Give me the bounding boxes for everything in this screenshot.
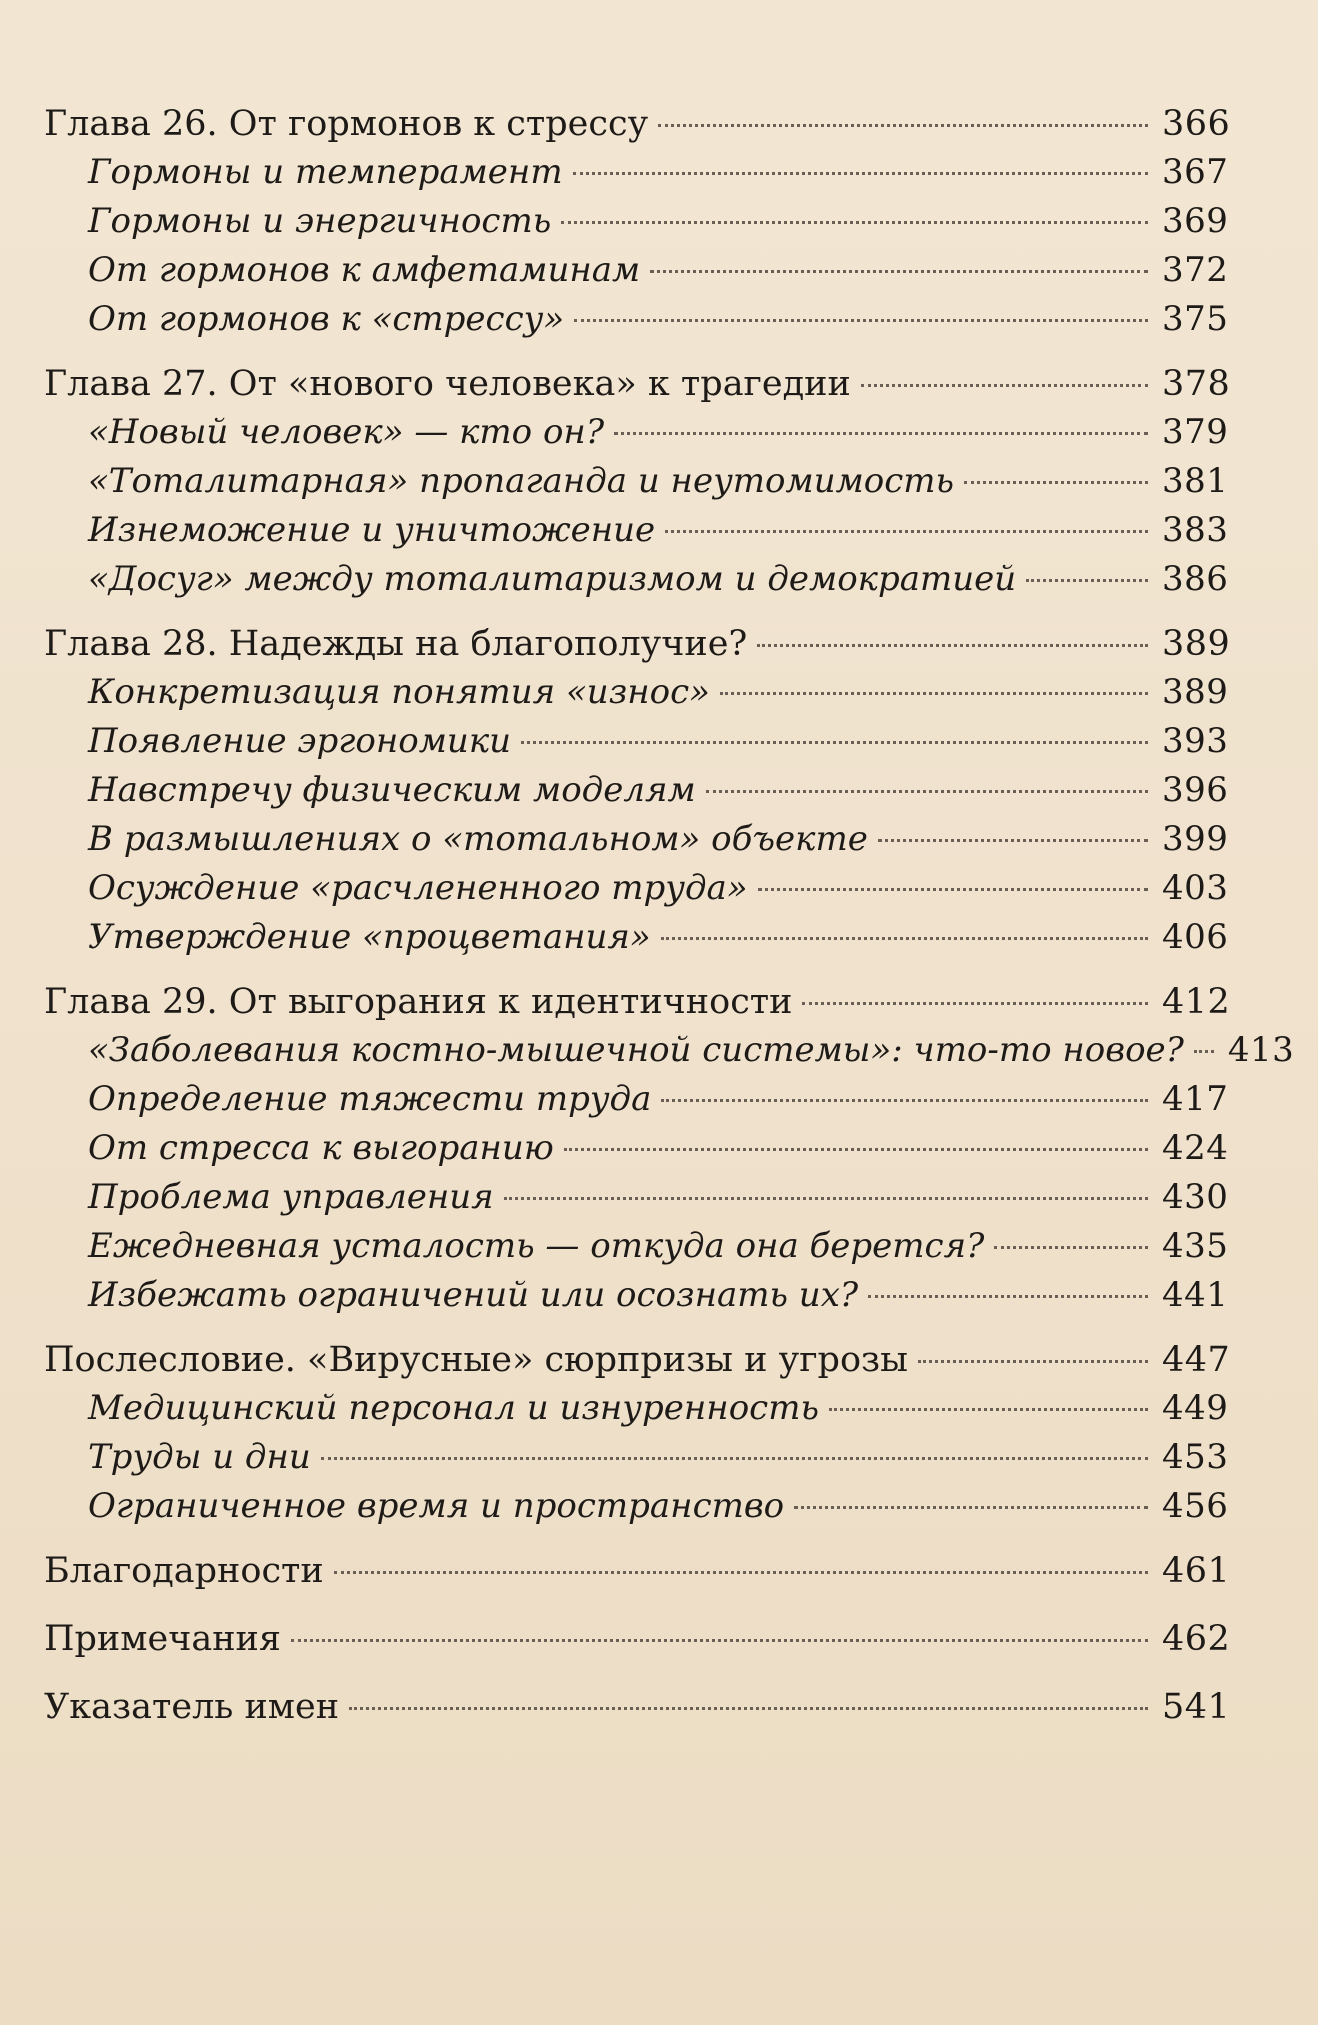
toc-subentry-title: «Досуг» между тоталитаризмом и демократией <box>88 559 1017 599</box>
toc-subentry <box>44 1271 1229 1320</box>
toc-subentry-page: 406 <box>1162 917 1229 957</box>
toc-subentry <box>44 1026 1295 1075</box>
toc-subentry-page: 367 <box>1162 152 1229 192</box>
toc-entry-page: 412 <box>1162 982 1231 1022</box>
table-of-contents <box>44 100 1295 1751</box>
toc-subentry-page: 430 <box>1162 1177 1229 1217</box>
toc-subentry <box>44 408 1229 457</box>
dot-leader <box>829 1408 1148 1411</box>
toc-subentry-page: 456 <box>1162 1486 1229 1526</box>
toc-entry <box>44 620 1231 668</box>
toc-subentry-page: 413 <box>1227 1030 1295 1070</box>
toc-subentry-page: 441 <box>1162 1275 1229 1315</box>
toc-subentry-page: 381 <box>1162 461 1229 501</box>
toc-subentry-page: 435 <box>1162 1226 1229 1266</box>
toc-subentry-page: 389 <box>1162 672 1229 712</box>
dot-leader <box>1194 1050 1214 1053</box>
dot-leader <box>757 644 1148 647</box>
toc-subentry-page: 393 <box>1162 721 1229 761</box>
toc-subentry-title: Проблема управления <box>88 1177 494 1217</box>
toc-entry <box>44 1336 1231 1384</box>
toc-subentry-title: «Новый человек» — кто он? <box>88 412 605 452</box>
dot-leader <box>861 384 1148 387</box>
dot-leader <box>504 1197 1148 1200</box>
toc-subentry <box>44 555 1229 604</box>
toc-subentry <box>44 1222 1229 1271</box>
toc-subentry-page: 417 <box>1162 1079 1229 1119</box>
dot-leader <box>661 937 1148 940</box>
toc-subentry <box>44 1433 1229 1482</box>
toc-subentry <box>44 197 1229 246</box>
toc-subentry-title: Появление эргономики <box>88 721 512 761</box>
toc-subentry <box>44 668 1229 717</box>
toc-subentry-page: 386 <box>1162 559 1229 599</box>
toc-entry-title: Указатель имен <box>44 1687 340 1727</box>
dot-leader <box>573 172 1148 175</box>
dot-leader <box>964 481 1148 484</box>
toc-entry-page: 378 <box>1162 364 1231 404</box>
toc-subentry-page: 424 <box>1162 1128 1229 1168</box>
toc-subentry-title: Медицинский персонал и изнуренность <box>88 1388 819 1428</box>
toc-subentry-title: От гормонов к «стрессу» <box>88 299 565 339</box>
toc-subentry <box>44 506 1229 555</box>
dot-leader <box>574 319 1148 322</box>
toc-entry-title: Глава 26. От гормонов к стрессу <box>44 104 649 144</box>
dot-leader <box>349 1707 1148 1710</box>
dot-leader <box>994 1246 1148 1249</box>
toc-subentry <box>44 246 1229 295</box>
toc-entry-page: 541 <box>1162 1687 1231 1727</box>
toc-section <box>44 978 1295 1320</box>
toc-entry-title: Глава 28. Надежды на благополучие? <box>44 624 748 664</box>
dot-leader <box>706 790 1148 793</box>
toc-section <box>44 1336 1231 1531</box>
dot-leader <box>758 888 1148 891</box>
toc-subentry <box>44 864 1229 913</box>
toc-subentry-title: Навстречу физическим моделям <box>88 770 696 810</box>
toc-subentry <box>44 815 1229 864</box>
toc-section <box>44 1615 1231 1663</box>
dot-leader <box>291 1639 1148 1642</box>
toc-subentry-title: Труды и дни <box>88 1437 311 1477</box>
toc-subentry-title: Гормоны и темперамент <box>88 152 563 192</box>
toc-entry <box>44 1615 1231 1663</box>
dot-leader <box>794 1506 1148 1509</box>
dot-leader <box>878 839 1148 842</box>
toc-section <box>44 1547 1231 1595</box>
toc-subentry-title: Осуждение «расчлененного труда» <box>88 868 748 908</box>
toc-subentry-title: От гормонов к амфетаминам <box>88 250 641 290</box>
toc-subentry <box>44 913 1229 962</box>
toc-subentry <box>44 717 1229 766</box>
toc-subentry <box>44 1384 1229 1433</box>
toc-subentry-page: 449 <box>1162 1388 1229 1428</box>
toc-subentry-title: Конкретизация понятия «износ» <box>88 672 710 712</box>
toc-entry-title: Благодарности <box>44 1551 324 1591</box>
toc-entry-page: 366 <box>1162 104 1231 144</box>
toc-entry-title: Примечания <box>44 1619 281 1659</box>
toc-entry-page: 389 <box>1162 624 1231 664</box>
toc-subentry-title: Гормоны и энергичность <box>88 201 552 241</box>
toc-subentry <box>44 766 1229 815</box>
toc-subentry <box>44 1482 1229 1531</box>
toc-section <box>44 1683 1231 1731</box>
dot-leader <box>321 1457 1148 1460</box>
toc-subentry <box>44 295 1229 344</box>
toc-subentry <box>44 1124 1229 1173</box>
toc-subentry-title: От стресса к выгоранию <box>88 1128 554 1168</box>
toc-subentry-title: Изнеможение и уничтожение <box>88 510 656 550</box>
dot-leader <box>564 1148 1148 1151</box>
dot-leader <box>561 221 1148 224</box>
toc-entry <box>44 1547 1231 1595</box>
toc-subentry <box>44 1075 1229 1124</box>
toc-subentry <box>44 1173 1229 1222</box>
toc-subentry-title: В размышлениях о «тотальном» объекте <box>88 819 868 859</box>
toc-entry-title: Послесловие. «Вирусные» сюрпризы и угрозы <box>44 1340 908 1380</box>
dot-leader <box>658 124 1148 127</box>
toc-subentry-title: Ежедневная усталость — откуда она берется? <box>88 1226 985 1266</box>
toc-subentry <box>44 457 1229 506</box>
toc-entry-page: 461 <box>1162 1551 1231 1591</box>
toc-subentry-page: 372 <box>1162 250 1229 290</box>
toc-section <box>44 100 1231 344</box>
toc-subentry-page: 375 <box>1162 299 1229 339</box>
toc-subentry <box>44 148 1229 197</box>
toc-entry <box>44 978 1231 1026</box>
toc-entry <box>44 360 1231 408</box>
dot-leader <box>334 1571 1148 1574</box>
dot-leader <box>650 270 1148 273</box>
toc-subentry-title: Утверждение «процветания» <box>88 917 651 957</box>
toc-subentry-page: 379 <box>1162 412 1229 452</box>
toc-subentry-page: 396 <box>1162 770 1229 810</box>
toc-subentry-page: 453 <box>1162 1437 1229 1477</box>
toc-entry <box>44 1683 1231 1731</box>
toc-section <box>44 620 1231 962</box>
toc-subentry-title: Избежать ограничений или осознать их? <box>88 1275 859 1315</box>
toc-subentry-title: Определение тяжести труда <box>88 1079 652 1119</box>
toc-entry-page: 462 <box>1162 1619 1231 1659</box>
dot-leader <box>521 741 1148 744</box>
toc-subentry-page: 383 <box>1162 510 1229 550</box>
dot-leader <box>1026 579 1148 582</box>
toc-entry <box>44 100 1231 148</box>
toc-subentry-page: 399 <box>1162 819 1229 859</box>
dot-leader <box>720 692 1148 695</box>
toc-entry-title: Глава 29. От выгорания к идентичности <box>44 982 793 1022</box>
toc-subentry-title: «Заболевания костно-мышечной системы»: что-то новое? <box>88 1030 1184 1070</box>
toc-section <box>44 360 1231 604</box>
toc-entry-page: 447 <box>1162 1340 1231 1380</box>
dot-leader <box>868 1295 1148 1298</box>
dot-leader <box>918 1360 1148 1363</box>
toc-entry-title: Глава 27. От «нового человека» к трагедии <box>44 364 851 404</box>
toc-subentry-title: Ограниченное время и пространство <box>88 1486 785 1526</box>
dot-leader <box>614 432 1148 435</box>
toc-subentry-page: 403 <box>1162 868 1229 908</box>
dot-leader <box>802 1002 1148 1005</box>
toc-subentry-page: 369 <box>1162 201 1229 241</box>
toc-subentry-title: «Тоталитарная» пропаганда и неутомимость <box>88 461 955 501</box>
dot-leader <box>661 1099 1148 1102</box>
dot-leader <box>665 530 1148 533</box>
